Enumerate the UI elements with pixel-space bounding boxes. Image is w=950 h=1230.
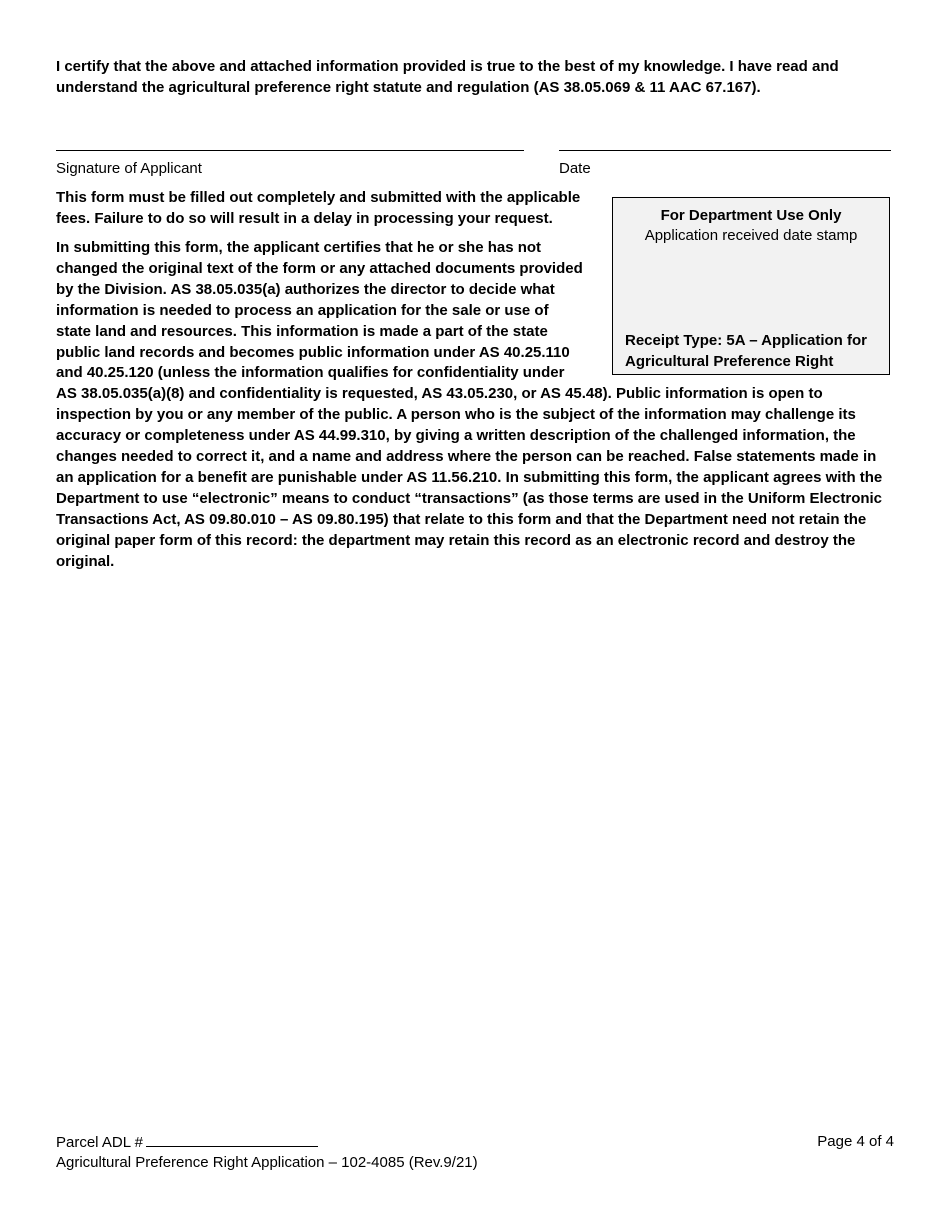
box-spacer	[586, 238, 896, 378]
page-number: Page 4 of 4	[817, 1133, 894, 1150]
applicant-signature-label: Signature of Applicant	[56, 160, 202, 177]
date-stamp-label: Application received date stamp	[644, 227, 858, 244]
date-label: Date	[559, 160, 591, 177]
department-use-title: For Department Use Only	[660, 207, 842, 224]
completion-notice: This form must be filled out completely and submitted with the applicable fees. Failure to do so will result in a delay in processing your request.	[56, 189, 581, 227]
certification-statement: I certify that the above and attached information provided is true to the best of my knowledge. I have read and understand the agricultural preference right statute and regulation (AS 38.05.069 & 11 AAC 67.167).	[56, 58, 839, 96]
parcel-adl-label: Parcel ADL #	[56, 1134, 143, 1151]
disclosure-section	[56, 238, 896, 573]
date-line[interactable]	[559, 150, 891, 151]
receipt-type: Receipt Type: 5A – Application for Agricultural Preference Right	[625, 332, 867, 370]
applicant-signature-line[interactable]	[56, 150, 524, 151]
disclosure-paragraph: In submitting this form, the applicant certifies that he or she has not changed the original text of the form or any attached documents provided by the Division. AS 38.05.035(a) authorizes the director to decide what information is needed to process an application for the sale or use of state land and resources. This information is made a part of the state public land records and becomes public information under AS 40.25.110 and 40.25.120 (unless the information qualifies for confidentiality under AS 38.05.035(a)(8) and confidentiality is requested, AS 43.05.230, or AS 45.48). Public information is open to inspection by you or any member of the public. A person who is the subject of the information may challenge its accuracy or completeness under AS 44.99.310, by giving a written description of the challenged information, the changes needed to correct it, and a name and address where the person can be reached. False statements made in an application for a benefit are punishable under AS 11.56.210. In submitting this form, the applicant agrees with the Department to use “electronic” means to conduct “transactions” (as those terms are used in the Uniform Electronic Transactions Act, AS 09.80.010 – AS 09.80.195) that relate to this form and that the Department need not retain the original paper form of this record: the department may retain this record as an electronic record and destroy the original.	[56, 239, 883, 570]
form-identifier: Agricultural Preference Right Application – 102-4085 (Rev.9/21)	[56, 1154, 478, 1171]
parcel-adl-field	[56, 1132, 318, 1153]
parcel-adl-blank[interactable]	[146, 1132, 318, 1147]
